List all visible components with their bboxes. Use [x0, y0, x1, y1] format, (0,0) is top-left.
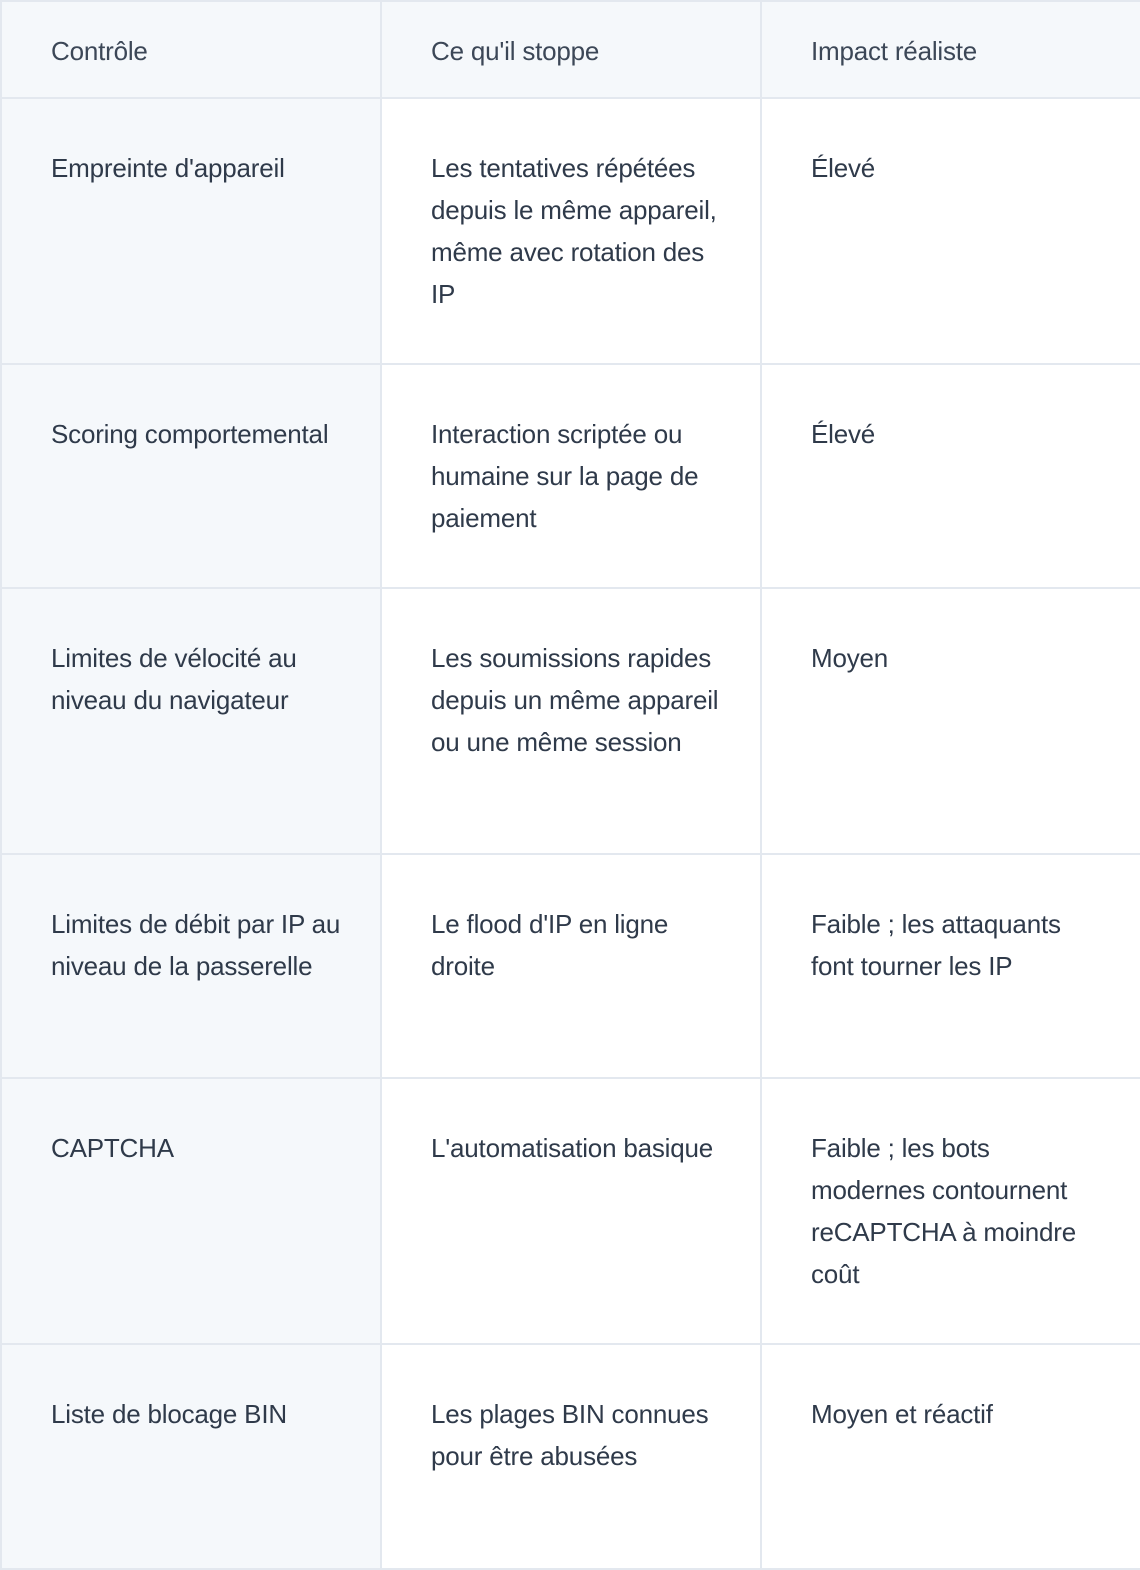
table-row — [1, 1344, 1140, 1569]
impact-cell: Élevé — [761, 364, 1140, 588]
impact-cell: Élevé — [761, 98, 1140, 364]
table-row — [1, 364, 1140, 588]
stops-cell: Interaction scriptée ou humaine sur la page de paiement — [381, 364, 761, 588]
header-stops: Ce qu'il stoppe — [381, 1, 761, 98]
header-control: Contrôle — [1, 1, 381, 98]
impact-cell: Moyen — [761, 588, 1140, 854]
stops-cell: Les tentatives répétées depuis le même appareil, même avec rotation des IP — [381, 98, 761, 364]
header-row — [1, 1, 1140, 98]
impact-cell: Faible ; les attaquants font tourner les IP — [761, 854, 1140, 1078]
control-cell: CAPTCHA — [1, 1078, 381, 1344]
table-header — [1, 1, 1140, 98]
table-body — [1, 98, 1140, 1569]
table-row — [1, 1078, 1140, 1344]
control-cell: Limites de débit par IP au niveau de la passerelle — [1, 854, 381, 1078]
stops-cell: Le flood d'IP en ligne droite — [381, 854, 761, 1078]
stops-cell: Les plages BIN connues pour être abusées — [381, 1344, 761, 1569]
header-impact: Impact réaliste — [761, 1, 1140, 98]
table-row — [1, 588, 1140, 854]
control-cell: Empreinte d'appareil — [1, 98, 381, 364]
table-row — [1, 98, 1140, 364]
stops-cell: L'automatisation basique — [381, 1078, 761, 1344]
control-cell: Liste de blocage BIN — [1, 1344, 381, 1569]
impact-cell: Moyen et réactif — [761, 1344, 1140, 1569]
control-cell: Limites de vélocité au niveau du navigateur — [1, 588, 381, 854]
impact-cell: Faible ; les bots modernes contournent reCAPTCHA à moindre coût — [761, 1078, 1140, 1344]
control-cell: Scoring comportemental — [1, 364, 381, 588]
table-row — [1, 854, 1140, 1078]
stops-cell: Les soumissions rapides depuis un même appareil ou une même session — [381, 588, 761, 854]
